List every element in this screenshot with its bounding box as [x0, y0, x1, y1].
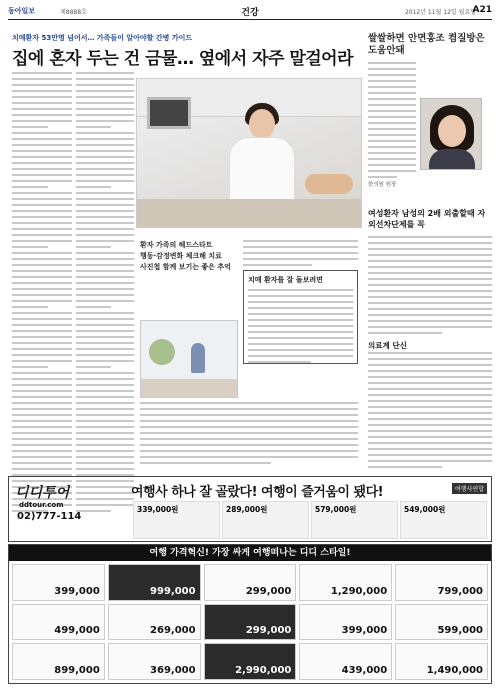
- package-price: 999,000: [150, 585, 196, 597]
- pull-quote-line: 환자 가족의 헤드스타트: [140, 241, 213, 249]
- package-cell[interactable]: [204, 564, 297, 601]
- package-cell[interactable]: [299, 564, 392, 601]
- package-cell[interactable]: [204, 604, 297, 641]
- deal-price: 579,000원: [315, 505, 357, 514]
- package-price: 599,000: [437, 625, 483, 637]
- package-price: 399,000: [341, 625, 388, 637]
- package-price: 499,000: [54, 625, 100, 637]
- package-cell[interactable]: [12, 604, 105, 641]
- package-cell[interactable]: [108, 604, 201, 641]
- package-price: 799,000: [437, 585, 483, 597]
- package-cell[interactable]: [395, 564, 488, 601]
- package-price: 369,000: [150, 665, 196, 676]
- article-column-1: [12, 72, 72, 516]
- package-cell[interactable]: [204, 643, 297, 680]
- package-cell[interactable]: [108, 564, 201, 601]
- deal-price: 339,000원: [137, 505, 179, 514]
- package-price: 2,990,000: [235, 665, 292, 676]
- package-cell[interactable]: [395, 604, 488, 641]
- deal-cell[interactable]: [400, 501, 487, 539]
- sidebar-column-1: [368, 62, 416, 182]
- package-price: 439,000: [341, 665, 388, 676]
- article-column-3: [243, 240, 358, 270]
- package-price: 269,000: [150, 625, 196, 637]
- travel-ad-slogan: 여행사 하나 잘 골랐다! 여행이 즐거움이 됐다!: [131, 485, 384, 500]
- package-price: 899,000: [54, 665, 100, 676]
- deal-cell[interactable]: [222, 501, 309, 539]
- news-brief-title: 의료계 단신: [368, 341, 407, 350]
- travel-ad-badge: 여행사연합: [452, 483, 487, 494]
- package-cell[interactable]: [108, 643, 201, 680]
- sidebar-subheading: 여성환자 남성의 2배 외출할때 자외선차단제를 꼭: [368, 209, 486, 229]
- article-column-2: [76, 72, 134, 516]
- masthead-rule: [8, 19, 492, 20]
- deal-price: 289,000원: [226, 505, 268, 514]
- issue-number: 제8888호: [60, 9, 87, 16]
- illustration: [140, 320, 238, 398]
- package-price: 299,000: [245, 625, 292, 637]
- package-cell[interactable]: [299, 643, 392, 680]
- travel-ad-top[interactable]: [8, 476, 492, 542]
- caregiver-tips-title: 치매 환자를 잘 돌보려면: [248, 276, 323, 284]
- travel-ad-deals: [133, 501, 487, 539]
- package-price: 1,290,000: [330, 585, 388, 597]
- package-cell[interactable]: [12, 564, 105, 601]
- portrait-caption: 한의원 원장: [368, 182, 397, 188]
- sidebar-headline: 쌀쌀하면 안면홍조 켬질방은 도움안돼: [368, 33, 485, 56]
- travel-ad-phone: 02)777-114: [17, 511, 82, 522]
- package-price: 399,000: [54, 585, 100, 597]
- doctor-portrait: [420, 98, 482, 170]
- deal-cell[interactable]: [311, 501, 398, 539]
- travel-ad-bottom-grid: [12, 564, 488, 680]
- travel-ad-bottom-header: 여행 가격혁신! 가장 싸게 여행떠나는 디디 스타일!: [9, 545, 491, 561]
- pull-quote-line: 사진첩 함께 보기는 좋은 추억: [140, 263, 231, 271]
- page-number: A21: [472, 5, 492, 15]
- package-cell[interactable]: [12, 643, 105, 680]
- pharmacist-photo: [136, 78, 362, 228]
- caregiver-tips-box: [243, 270, 358, 364]
- deal-price: 549,000원: [404, 505, 446, 514]
- article-headline: 집에 혼자 두는 건 금물… 옆에서 자주 말걸어라: [12, 49, 354, 69]
- section-title: 건강: [241, 8, 259, 18]
- travel-ad-bottom[interactable]: [8, 544, 492, 684]
- travel-ad-logo: 디디투어: [15, 485, 70, 501]
- paper-logo: 동아일보: [8, 7, 36, 15]
- sidebar-column-2: [368, 236, 492, 338]
- deal-cell[interactable]: [133, 501, 220, 539]
- package-cell[interactable]: [395, 643, 488, 680]
- article-kicker: 치매환자 53만명 넘어서… 가족들이 알아야할 간병 가이드: [12, 34, 193, 42]
- news-brief-column: [368, 352, 492, 472]
- package-price: 1,490,000: [426, 665, 483, 676]
- article-column-4: [140, 402, 358, 468]
- publication-date: 2012년 11월 12일 월요일: [404, 9, 476, 16]
- travel-ad-website[interactable]: ddtour.com: [19, 501, 64, 509]
- package-cell[interactable]: [299, 604, 392, 641]
- pull-quote: [140, 240, 238, 273]
- pull-quote-line: 행동·감정변화 체크해 치료: [140, 252, 222, 260]
- package-price: 299,000: [245, 585, 292, 597]
